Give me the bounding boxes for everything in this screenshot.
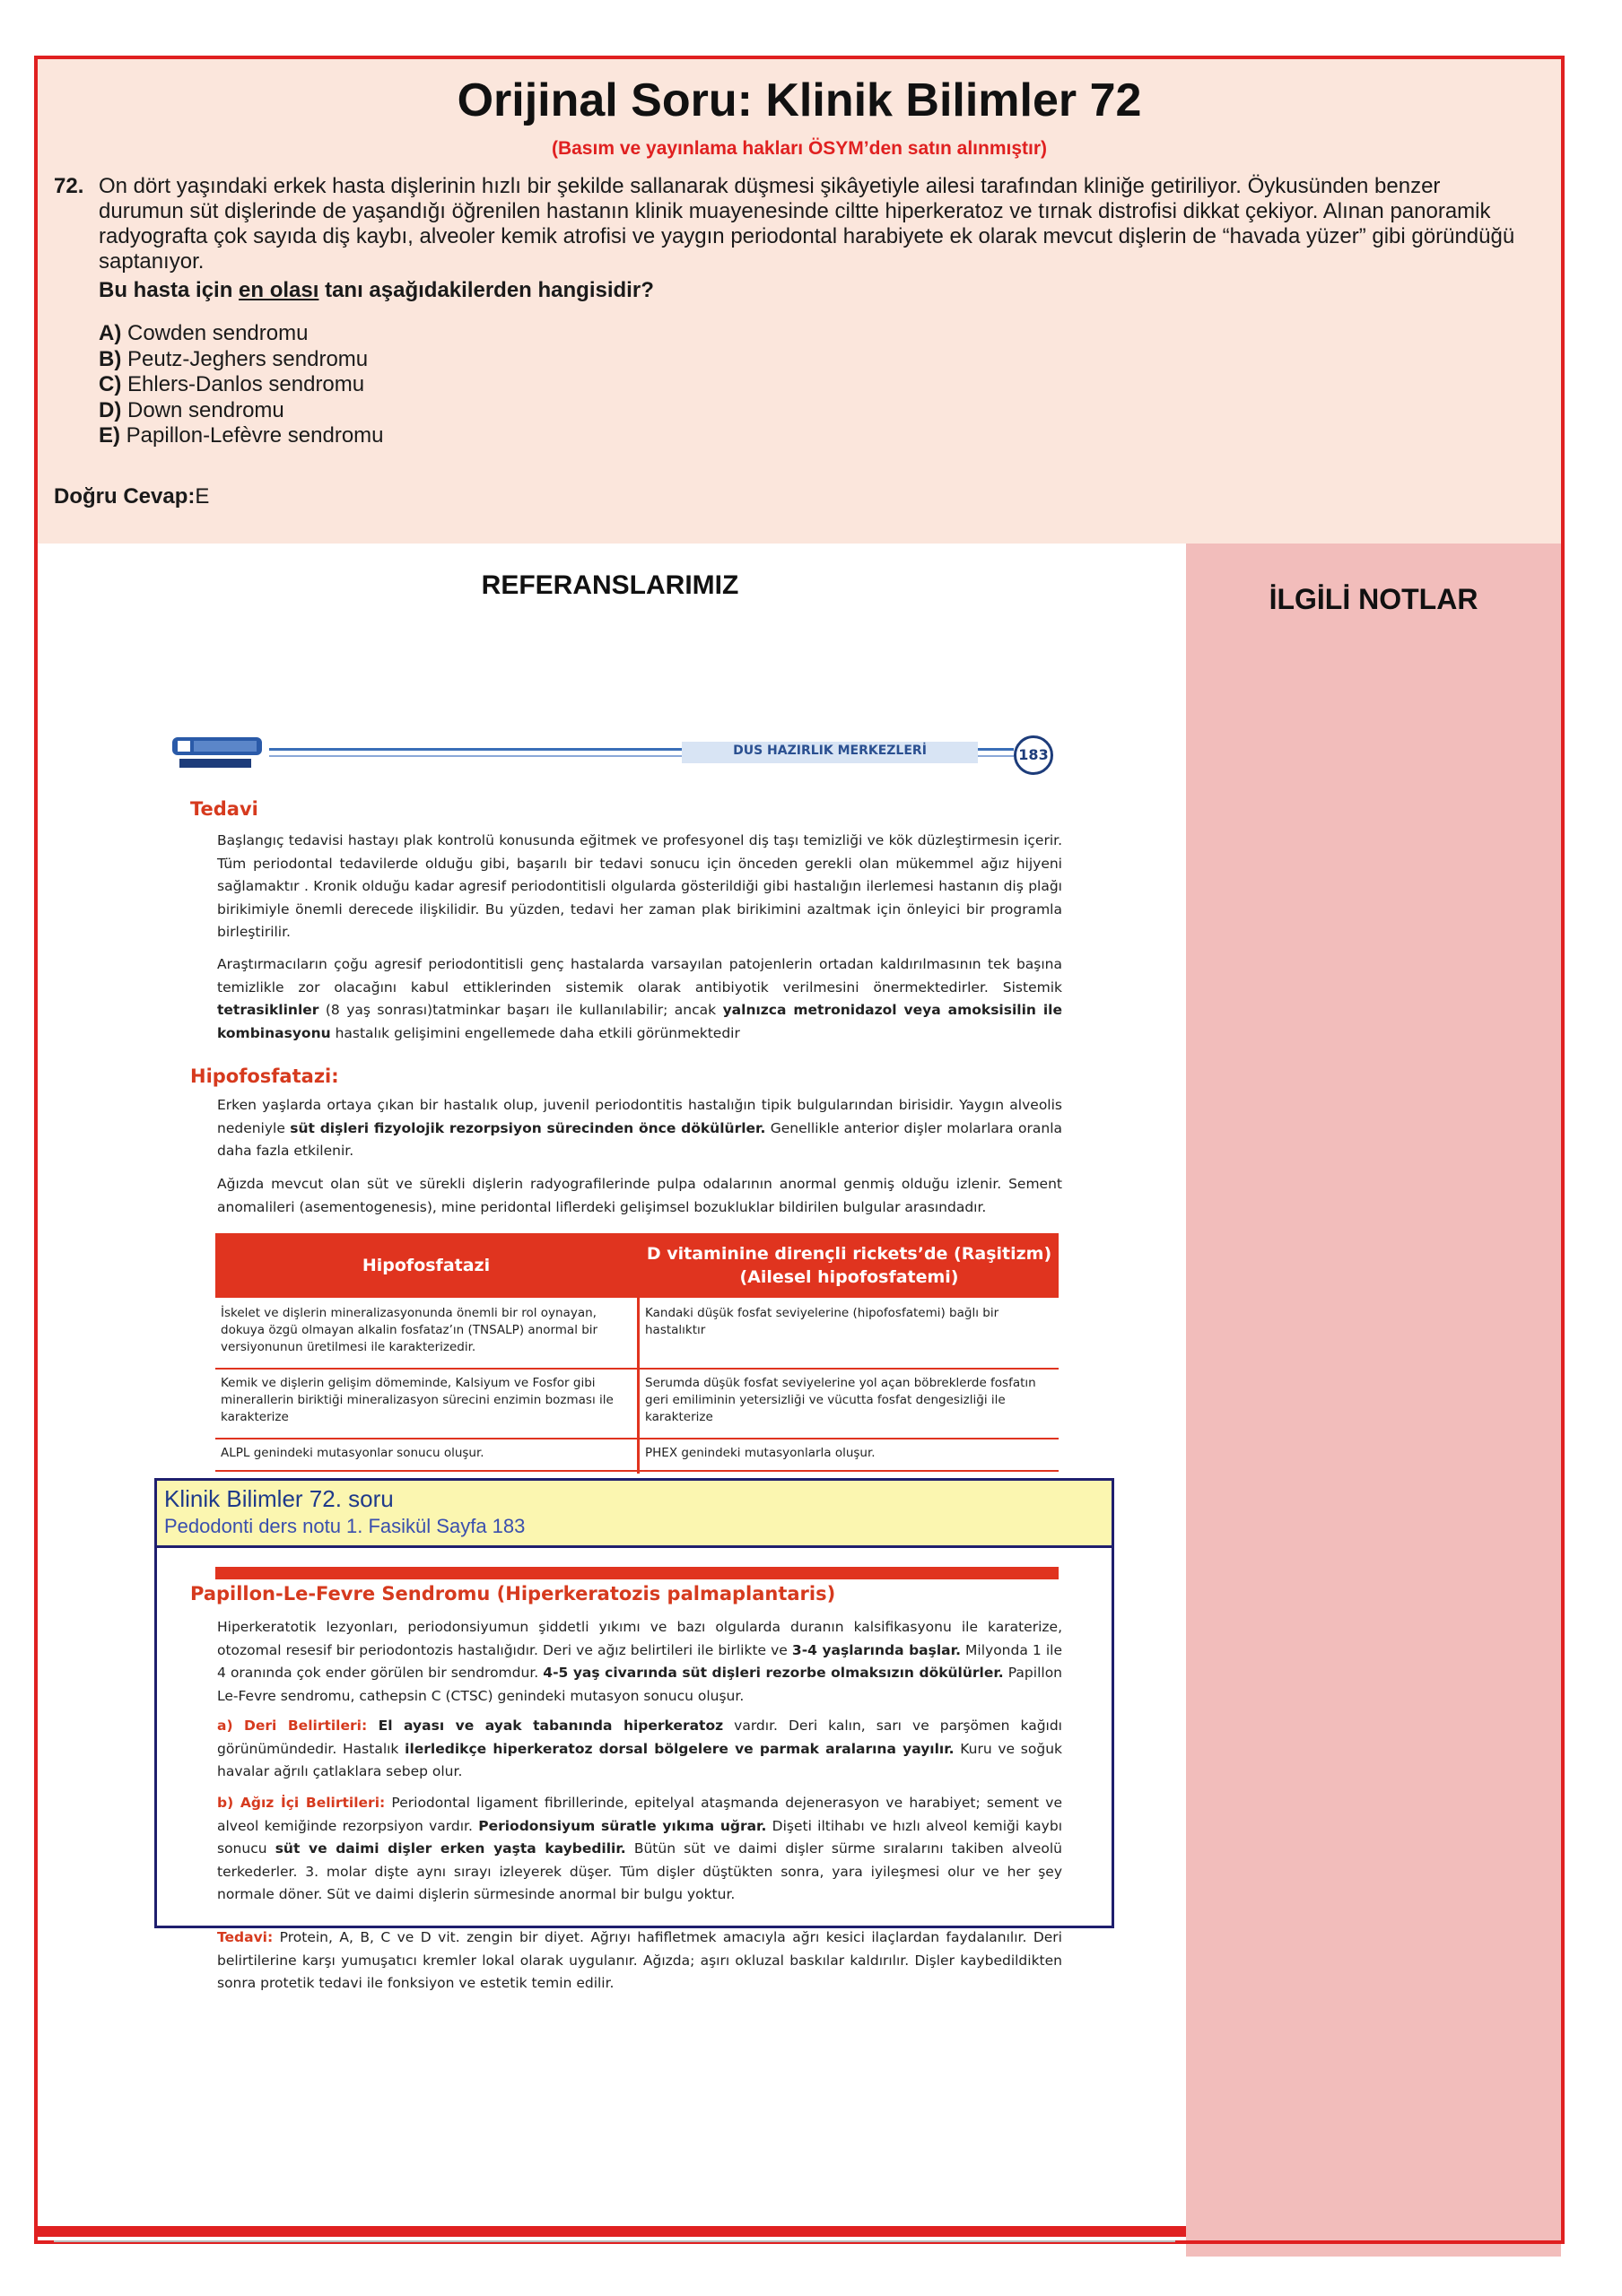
hipofosfatazi-heading: Hipofosfatazi: <box>190 1065 339 1087</box>
question-text: On dört yaşındaki erkek hasta dişlerinin hızlı bir şekilde sallanarak düşmesi şikâyetiyle ailesi tarafından kliniğe getiriliyor. Öykusünden benzer durumun süt dişlerinde de yaşandığı öğrenilen hastanın klinik muayenesinde ciltte hiperkeratoz ve tırnak distrofisi dikkat çekiyor. Alınan panoramik radyografta çok sayıda diş kaybı, alveoler kemik atrofisi ve yaygın periodontal harabiyete ek olarak mevcut dişlerin de “havada yüzer” gibi göründüğü saptanıyor. <box>99 174 1515 274</box>
tedavi-heading: Tedavi <box>190 798 258 820</box>
callout-question-ref: Klinik Bilimler 72. soru <box>164 1485 394 1512</box>
table-header-hipofosfatazi: Hipofosfatazi <box>215 1233 637 1298</box>
callout-source-ref: Pedodonti ders notu 1. Fasikül Sayfa 183 <box>164 1515 526 1537</box>
papillon-skin-findings: a) Deri Belirtileri: El ayası ve ayak tabanında hiperkeratoz vardır. Deri kalın, sarı ve parşömen kağıdı görünümündedir. Hastalık ilerledikçe hiperkeratoz dorsal bölgelere ve parmak aralarına yayılır. Kuru ve soğuk havalar ağrılı çatlaklara sebep olur. <box>217 1718 1062 1780</box>
related-notes-heading: İLGİLİ NOTLAR <box>1269 583 1478 615</box>
bottom-bar <box>38 2226 1186 2237</box>
references-heading: REFERANSLARIMIZ <box>481 570 739 600</box>
table-cell: PHEX genindeki mutasyonlarla oluşur. <box>640 1441 1059 1472</box>
tedavi-paragraph-2: Araştırmacıların çoğu agresif periodontitisli genç hastalarda varsayılan patojenlerin ortadan kaldırılmasının tek başına temizlikle zor olacağını kabul ettiklerinden sistemik olarak antibiyotik verilmesini önermektedirler. Sistemik tetrasiklinler (8 yaş sonrası)tatminkar başarı ile kullanılabilir; ancak yalnızca metronidazol veya amoksisilin ile kombinasyonu hastalık gelişimini engellemede daha etkili görünmektedir <box>217 956 1062 1041</box>
question-prompt: Bu hasta için en olası tanı aşağıdakilerden hangisidir? <box>99 278 654 302</box>
option-a: A) Cowden sendromu <box>99 321 309 345</box>
option-d: D) Down sendromu <box>99 397 284 422</box>
page-frame <box>34 56 1565 2244</box>
papillon-heading: Papillon-Le-Fevre Sendromu (Hiperkeratozis palmaplantaris) <box>190 1583 836 1605</box>
option-e: E) Papillon-Lefèvre sendromu <box>99 423 384 448</box>
page-title: Orijinal Soru: Klinik Bilimler 72 <box>457 74 1142 126</box>
papillon-oral-findings: b) Ağız İçi Belirtileri: Periodontal ligament fibrillerinde, epitelyal ataşmanda dejenerasyon ve harabiyet; sement ve alveol kemiğinde rezorpsiyon vardır. Periodonsiyum süratle yıkıma uğrar. Dişeti iltihabı ve hızlı alveol kemiği kaybı sonucu süt ve daimi dişler erken yaşta kaybedilir. Bütün süt ve daimi dişler sürme sıralarını takiben alveolü terkederler. 3. molar dişte aynı sırayı izleyerek düşer. Tüm dişler düştükten sonra, yara iyileşmesi olur ve her şey normale döner. Süt ve daimi dişlerin sürmesinde anormal bir bulgu yoktur. <box>217 1795 1062 1903</box>
table-cell: İskelet ve dişlerin mineralizasyonunda önemli bir rol oynayan, dokuya özgü olmayan alkalin fosfataz’ın (TNSALP) anormal bir versiyonunun üretilmesi ile karakterizedir. <box>215 1301 637 1370</box>
bottom-rule <box>54 2240 1175 2242</box>
table-header-rickets: D vitaminine dirençli rickets’de (Raşitizm) (Ailesel hipofosfatemi) <box>640 1233 1059 1298</box>
hipofosfatazi-paragraph-1: Erken yaşlarda ortaya çıkan bir hastalık olup, juvenil periodontitis hastalığın tipik bulgularından birisidir. Yaygın alveolis nedeniyle süt dişleri fizyolojik rezorpsiyon sürecinden önce dökülürler. Genellikle anterior dişler molarlara oranla daha fazla etkilenir. <box>217 1097 1062 1160</box>
papillon-paragraph: Hiperkeratotik lezyonları, periodonsiyumun şiddetli yıkımı ve bazı olgularda duranın kalsifikasyonu ile karaterize, otozomal resesif bir periodontozis hastalığıdır. Deri ve ağız belirtileri ile birlikte ve 3-4 yaşlarında başlar. Milyonda 1 ile 4 oranında çok ender görülen bir sendromdur. 4-5 yaş civarında süt dişleri rezorbe olmaksızın dökülürler. Papillon Le-Fevre sendromu, cathepsin C (CTSC) genindeki mutasyon sonucu oluşur. <box>217 1619 1062 1704</box>
option-c: C) Ehlers-Danlos sendromu <box>99 372 365 396</box>
option-b: B) Peutz-Jeghers sendromu <box>99 346 369 371</box>
hipofosfatazi-paragraph-2: Ağızda mevcut olan süt ve sürekli dişlerin radyografilerinde pulpa odalarının anormal genmiş olduğu izlenir. Sement anomalileri (asementogenesis), mine peridontal liflerdeki gelişimsel bozukluklar bildirilen bulgular arasındadır. <box>217 1176 1062 1215</box>
table-cell: Kandaki düşük fosfat seviyelerine (hipofosfatemi) bağlı bir hastalıktır <box>640 1301 1059 1370</box>
question-number: 72. <box>54 174 84 198</box>
table-cell: Serumda düşük fosfat seviyelerine yol açan böbreklerde fosfatın geri emiliminin yetersizliği ve vücutta fosfat dengesizliği ile karakterize <box>640 1371 1059 1439</box>
correct-answer: Doğru Cevap:E <box>54 484 210 509</box>
page-number: 183 <box>1014 735 1053 775</box>
copyright-note: (Basım ve yayınlama hakları ÖSYM’den satın alınmıştır) <box>551 138 1048 159</box>
papillon-treatment: Tedavi: Protein, A, B, C ve D vit. zengin bir diyet. Ağrıyı hafifletmek amacıyla ağrı kesici ilaçlardan faydalanılır. Deri belirtilerine karşı yumuşatıcı kremler lokal olarak uygulanır. Ağızda; aşırı okluzal baskılar kaldırılır. Dişler kaybedildikten sonra protetik tedavi ile fonksiyon ve estetik temin edilir. <box>217 1929 1062 1992</box>
table-cell: ALPL genindeki mutasyonlar sonucu oluşur. <box>215 1441 637 1472</box>
header-text: DUS HAZIRLIK MERKEZLERİ <box>733 744 927 758</box>
table-cell: Kemik ve dişlerin gelişim dömeminde, Kalsiyum ve Fosfor gibi minerallerin biriktiği mineralizasyon sürecini enzimin bozması ile karakterize <box>215 1371 637 1439</box>
tedavi-paragraph-1: Başlangıç tedavisi hastayı plak kontrolü konusunda eğitmek ve profesyonel diş taşı temizliği ve kök düzleştirmesin içerir. Tüm periodontal tedavilerde olduğu gibi, başarılı bir tedavi sonucu için önceden gerekli olan mükemmel ağız hijyeni sağlamaktır . Kronik olduğu kadar agresif periodontitisli olgularda gösterildiği gibi hastalığın ilerlemesi hastanın diş plağı birikimiyle önemli derecede ilişkilidir. Bu yüzden, tedavi her zaman plak birikimini azaltmak için önleyici bir programla birleştirilir. <box>217 832 1062 941</box>
